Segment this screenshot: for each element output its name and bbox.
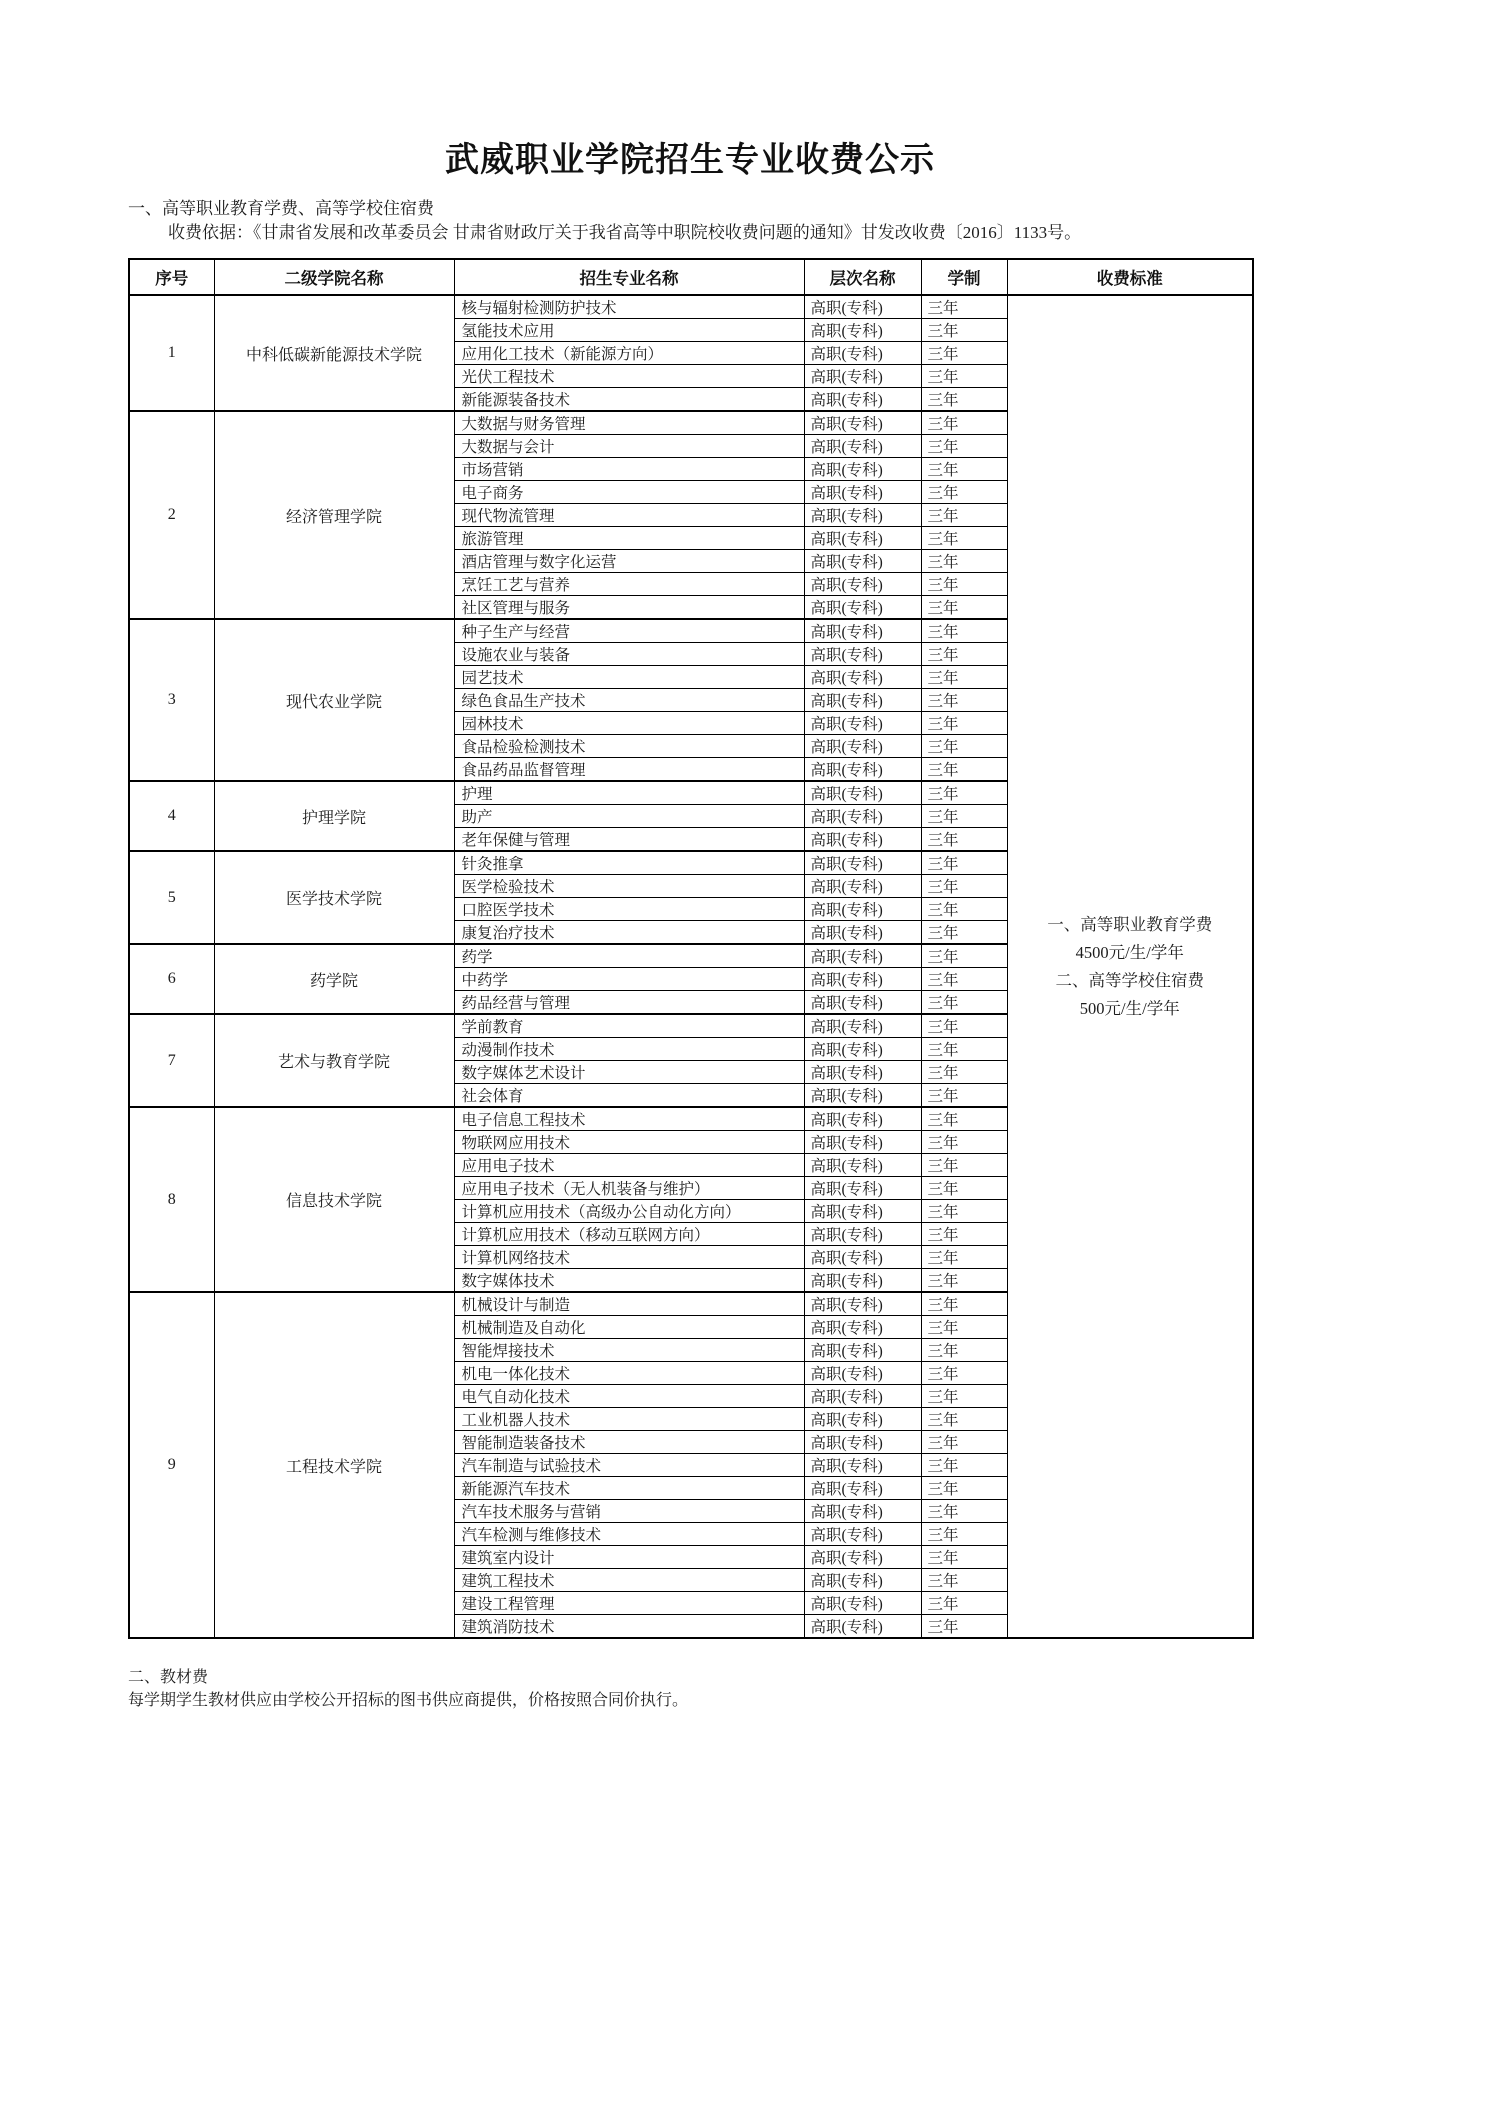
duration-cell: 三年 [921, 643, 1007, 666]
college-name-cell: 护理学院 [214, 781, 454, 851]
duration-cell: 三年 [921, 550, 1007, 573]
level-name-cell: 高职(专科) [804, 805, 921, 828]
major-name-cell: 针灸推拿 [454, 851, 804, 875]
major-name-cell: 社会体育 [454, 1084, 804, 1108]
duration-cell: 三年 [921, 342, 1007, 365]
sequence-number-cell: 4 [129, 781, 214, 851]
level-name-cell: 高职(专科) [804, 898, 921, 921]
level-name-cell: 高职(专科) [804, 619, 921, 643]
duration-cell: 三年 [921, 712, 1007, 735]
level-name-cell: 高职(专科) [804, 1500, 921, 1523]
duration-cell: 三年 [921, 1546, 1007, 1569]
duration-cell: 三年 [921, 1569, 1007, 1592]
duration-cell: 三年 [921, 991, 1007, 1015]
college-name-cell: 工程技术学院 [214, 1292, 454, 1638]
level-name-cell: 高职(专科) [804, 1131, 921, 1154]
level-name-cell: 高职(专科) [804, 875, 921, 898]
college-name-cell: 信息技术学院 [214, 1107, 454, 1292]
level-name-cell: 高职(专科) [804, 319, 921, 342]
level-name-cell: 高职(专科) [804, 991, 921, 1015]
college-name-cell: 经济管理学院 [214, 411, 454, 619]
major-name-cell: 食品检验检测技术 [454, 735, 804, 758]
level-name-cell: 高职(专科) [804, 1408, 921, 1431]
level-name-cell: 高职(专科) [804, 1107, 921, 1131]
duration-cell: 三年 [921, 1038, 1007, 1061]
major-name-cell: 药品经营与管理 [454, 991, 804, 1015]
table-header-row [129, 259, 1253, 295]
college-name-cell: 艺术与教育学院 [214, 1014, 454, 1107]
level-name-cell: 高职(专科) [804, 342, 921, 365]
level-name-cell: 高职(专科) [804, 573, 921, 596]
level-name-cell: 高职(专科) [804, 504, 921, 527]
level-name-cell: 高职(专科) [804, 1339, 921, 1362]
footer-heading: 二、教材费 [128, 1669, 209, 1686]
level-name-cell: 高职(专科) [804, 365, 921, 388]
duration-cell: 三年 [921, 1454, 1007, 1477]
major-name-cell: 电气自动化技术 [454, 1385, 804, 1408]
major-name-cell: 药学 [454, 944, 804, 968]
major-name-cell: 建筑消防技术 [454, 1615, 804, 1639]
duration-cell: 三年 [921, 619, 1007, 643]
major-name-cell: 计算机网络技术 [454, 1246, 804, 1269]
duration-cell: 三年 [921, 435, 1007, 458]
duration-cell: 三年 [921, 735, 1007, 758]
duration-cell: 三年 [921, 481, 1007, 504]
major-name-cell: 医学检验技术 [454, 875, 804, 898]
major-name-cell: 电子商务 [454, 481, 804, 504]
level-name-cell: 高职(专科) [804, 1316, 921, 1339]
duration-cell: 三年 [921, 1014, 1007, 1038]
duration-cell: 三年 [921, 504, 1007, 527]
major-name-cell: 数字媒体技术 [454, 1269, 804, 1293]
table-body [129, 295, 1253, 1638]
level-name-cell: 高职(专科) [804, 435, 921, 458]
level-name-cell: 高职(专科) [804, 1431, 921, 1454]
duration-cell: 三年 [921, 596, 1007, 620]
footer-notes [128, 1666, 1252, 1712]
college-name-cell: 药学院 [214, 944, 454, 1014]
level-name-cell: 高职(专科) [804, 550, 921, 573]
header-major: 招生专业名称 [454, 259, 804, 295]
fee-standard-cell [1007, 295, 1253, 1638]
page-title: 武威职业学院招生专业收费公示 [445, 142, 935, 179]
fee-table [128, 258, 1254, 1639]
level-name-cell: 高职(专科) [804, 758, 921, 782]
level-name-cell: 高职(专科) [804, 643, 921, 666]
level-name-cell: 高职(专科) [804, 411, 921, 435]
level-name-cell: 高职(专科) [804, 1200, 921, 1223]
major-name-cell: 汽车检测与维修技术 [454, 1523, 804, 1546]
major-name-cell: 现代物流管理 [454, 504, 804, 527]
level-name-cell: 高职(专科) [804, 944, 921, 968]
major-name-cell: 电子信息工程技术 [454, 1107, 804, 1131]
duration-cell: 三年 [921, 1431, 1007, 1454]
major-name-cell: 旅游管理 [454, 527, 804, 550]
duration-cell: 三年 [921, 1246, 1007, 1269]
college-name-cell: 中科低碳新能源技术学院 [214, 295, 454, 411]
duration-cell: 三年 [921, 898, 1007, 921]
major-name-cell: 核与辐射检测防护技术 [454, 295, 804, 319]
major-name-cell: 动漫制作技术 [454, 1038, 804, 1061]
duration-cell: 三年 [921, 1477, 1007, 1500]
level-name-cell: 高职(专科) [804, 527, 921, 550]
fee-basis-note: 收费依据：《甘肃省发展和改革委员会 甘肃省财政厅关于我省高等中职院校收费问题的通知》甘发改收费〔2016〕1133号。 [168, 223, 1082, 242]
duration-cell: 三年 [921, 828, 1007, 852]
section-one-heading: 一、高等职业教育学费、高等学校住宿费 [128, 199, 434, 218]
duration-cell: 三年 [921, 1385, 1007, 1408]
duration-cell: 三年 [921, 805, 1007, 828]
level-name-cell: 高职(专科) [804, 1061, 921, 1084]
college-name-cell: 医学技术学院 [214, 851, 454, 944]
table-row [129, 295, 1253, 319]
major-name-cell: 机电一体化技术 [454, 1362, 804, 1385]
major-name-cell: 酒店管理与数字化运营 [454, 550, 804, 573]
sequence-number-cell: 3 [129, 619, 214, 781]
level-name-cell: 高职(专科) [804, 1269, 921, 1293]
level-name-cell: 高职(专科) [804, 1292, 921, 1316]
major-name-cell: 护理 [454, 781, 804, 805]
sequence-number-cell: 9 [129, 1292, 214, 1638]
major-name-cell: 物联网应用技术 [454, 1131, 804, 1154]
duration-cell: 三年 [921, 1269, 1007, 1293]
sequence-number-cell: 7 [129, 1014, 214, 1107]
duration-cell: 三年 [921, 921, 1007, 945]
major-name-cell: 社区管理与服务 [454, 596, 804, 620]
duration-cell: 三年 [921, 319, 1007, 342]
level-name-cell: 高职(专科) [804, 781, 921, 805]
duration-cell: 三年 [921, 1500, 1007, 1523]
duration-cell: 三年 [921, 1615, 1007, 1639]
major-name-cell: 数字媒体艺术设计 [454, 1061, 804, 1084]
duration-cell: 三年 [921, 689, 1007, 712]
duration-cell: 三年 [921, 1154, 1007, 1177]
level-name-cell: 高职(专科) [804, 458, 921, 481]
major-name-cell: 建设工程管理 [454, 1592, 804, 1615]
major-name-cell: 食品药品监督管理 [454, 758, 804, 782]
level-name-cell: 高职(专科) [804, 712, 921, 735]
major-name-cell: 工业机器人技术 [454, 1408, 804, 1431]
fee-standard-line-3: 二、高等学校住宿费 [1055, 970, 1204, 990]
duration-cell: 三年 [921, 1107, 1007, 1131]
major-name-cell: 智能制造装备技术 [454, 1431, 804, 1454]
duration-cell: 三年 [921, 851, 1007, 875]
level-name-cell: 高职(专科) [804, 1223, 921, 1246]
major-name-cell: 新能源汽车技术 [454, 1477, 804, 1500]
fee-standard-line-2: 4500元/生/学年 [1075, 942, 1184, 962]
level-name-cell: 高职(专科) [804, 1177, 921, 1200]
header-college: 二级学院名称 [214, 259, 454, 295]
level-name-cell: 高职(专科) [804, 1523, 921, 1546]
duration-cell: 三年 [921, 411, 1007, 435]
fee-standard-line-1: 一、高等职业教育学费 [1047, 914, 1213, 934]
duration-cell: 三年 [921, 666, 1007, 689]
major-name-cell: 口腔医学技术 [454, 898, 804, 921]
major-name-cell: 烹饪工艺与营养 [454, 573, 804, 596]
major-name-cell: 学前教育 [454, 1014, 804, 1038]
major-name-cell: 应用电子技术（无人机装备与维护） [454, 1177, 804, 1200]
level-name-cell: 高职(专科) [804, 1084, 921, 1108]
major-name-cell: 园艺技术 [454, 666, 804, 689]
major-name-cell: 智能焊接技术 [454, 1339, 804, 1362]
level-name-cell: 高职(专科) [804, 1592, 921, 1615]
duration-cell: 三年 [921, 944, 1007, 968]
level-name-cell: 高职(专科) [804, 1014, 921, 1038]
duration-cell: 三年 [921, 1084, 1007, 1108]
major-name-cell: 计算机应用技术（移动互联网方向） [454, 1223, 804, 1246]
level-name-cell: 高职(专科) [804, 828, 921, 852]
level-name-cell: 高职(专科) [804, 388, 921, 412]
duration-cell: 三年 [921, 1592, 1007, 1615]
duration-cell: 三年 [921, 1061, 1007, 1084]
major-name-cell: 氢能技术应用 [454, 319, 804, 342]
header-duration: 学制 [921, 259, 1007, 295]
major-name-cell: 园林技术 [454, 712, 804, 735]
level-name-cell: 高职(专科) [804, 1038, 921, 1061]
major-name-cell: 应用电子技术 [454, 1154, 804, 1177]
sequence-number-cell: 8 [129, 1107, 214, 1292]
duration-cell: 三年 [921, 1523, 1007, 1546]
level-name-cell: 高职(专科) [804, 1362, 921, 1385]
duration-cell: 三年 [921, 1339, 1007, 1362]
level-name-cell: 高职(专科) [804, 1546, 921, 1569]
major-name-cell: 康复治疗技术 [454, 921, 804, 945]
duration-cell: 三年 [921, 458, 1007, 481]
major-name-cell: 新能源装备技术 [454, 388, 804, 412]
level-name-cell: 高职(专科) [804, 689, 921, 712]
major-name-cell: 建筑工程技术 [454, 1569, 804, 1592]
duration-cell: 三年 [921, 365, 1007, 388]
duration-cell: 三年 [921, 968, 1007, 991]
major-name-cell: 建筑室内设计 [454, 1546, 804, 1569]
duration-cell: 三年 [921, 875, 1007, 898]
fee-standard-line-4: 500元/生/学年 [1079, 998, 1180, 1018]
sequence-number-cell: 2 [129, 411, 214, 619]
major-name-cell: 计算机应用技术（高级办公自动化方向） [454, 1200, 804, 1223]
level-name-cell: 高职(专科) [804, 735, 921, 758]
level-name-cell: 高职(专科) [804, 295, 921, 319]
duration-cell: 三年 [921, 1223, 1007, 1246]
sequence-number-cell: 5 [129, 851, 214, 944]
major-name-cell: 机械制造及自动化 [454, 1316, 804, 1339]
major-name-cell: 汽车制造与试验技术 [454, 1454, 804, 1477]
duration-cell: 三年 [921, 1316, 1007, 1339]
duration-cell: 三年 [921, 1200, 1007, 1223]
level-name-cell: 高职(专科) [804, 1615, 921, 1639]
level-name-cell: 高职(专科) [804, 1454, 921, 1477]
duration-cell: 三年 [921, 573, 1007, 596]
level-name-cell: 高职(专科) [804, 921, 921, 945]
major-name-cell: 汽车技术服务与营销 [454, 1500, 804, 1523]
duration-cell: 三年 [921, 527, 1007, 550]
level-name-cell: 高职(专科) [804, 596, 921, 620]
duration-cell: 三年 [921, 1177, 1007, 1200]
level-name-cell: 高职(专科) [804, 1569, 921, 1592]
duration-cell: 三年 [921, 1362, 1007, 1385]
duration-cell: 三年 [921, 1131, 1007, 1154]
major-name-cell: 绿色食品生产技术 [454, 689, 804, 712]
level-name-cell: 高职(专科) [804, 1385, 921, 1408]
major-name-cell: 中药学 [454, 968, 804, 991]
sequence-number-cell: 1 [129, 295, 214, 411]
duration-cell: 三年 [921, 758, 1007, 782]
major-name-cell: 老年保健与管理 [454, 828, 804, 852]
major-name-cell: 大数据与会计 [454, 435, 804, 458]
level-name-cell: 高职(专科) [804, 1246, 921, 1269]
footer-note: 每学期学生教材供应由学校公开招标的图书供应商提供，价格按照合同价执行。 [128, 1692, 689, 1709]
duration-cell: 三年 [921, 781, 1007, 805]
major-name-cell: 助产 [454, 805, 804, 828]
major-name-cell: 应用化工技术（新能源方向） [454, 342, 804, 365]
major-name-cell: 设施农业与装备 [454, 643, 804, 666]
document-page [128, 0, 1252, 1712]
sequence-number-cell: 6 [129, 944, 214, 1014]
header-level: 层次名称 [804, 259, 921, 295]
header-fee-standard: 收费标准 [1007, 259, 1253, 295]
major-name-cell: 光伏工程技术 [454, 365, 804, 388]
level-name-cell: 高职(专科) [804, 1154, 921, 1177]
duration-cell: 三年 [921, 1408, 1007, 1431]
level-name-cell: 高职(专科) [804, 1477, 921, 1500]
duration-cell: 三年 [921, 388, 1007, 412]
level-name-cell: 高职(专科) [804, 666, 921, 689]
level-name-cell: 高职(专科) [804, 481, 921, 504]
duration-cell: 三年 [921, 1292, 1007, 1316]
major-name-cell: 种子生产与经营 [454, 619, 804, 643]
major-name-cell: 机械设计与制造 [454, 1292, 804, 1316]
major-name-cell: 大数据与财务管理 [454, 411, 804, 435]
major-name-cell: 市场营销 [454, 458, 804, 481]
header-seq: 序号 [129, 259, 214, 295]
level-name-cell: 高职(专科) [804, 851, 921, 875]
college-name-cell: 现代农业学院 [214, 619, 454, 781]
duration-cell: 三年 [921, 295, 1007, 319]
level-name-cell: 高职(专科) [804, 968, 921, 991]
intro-notes [128, 197, 1252, 245]
